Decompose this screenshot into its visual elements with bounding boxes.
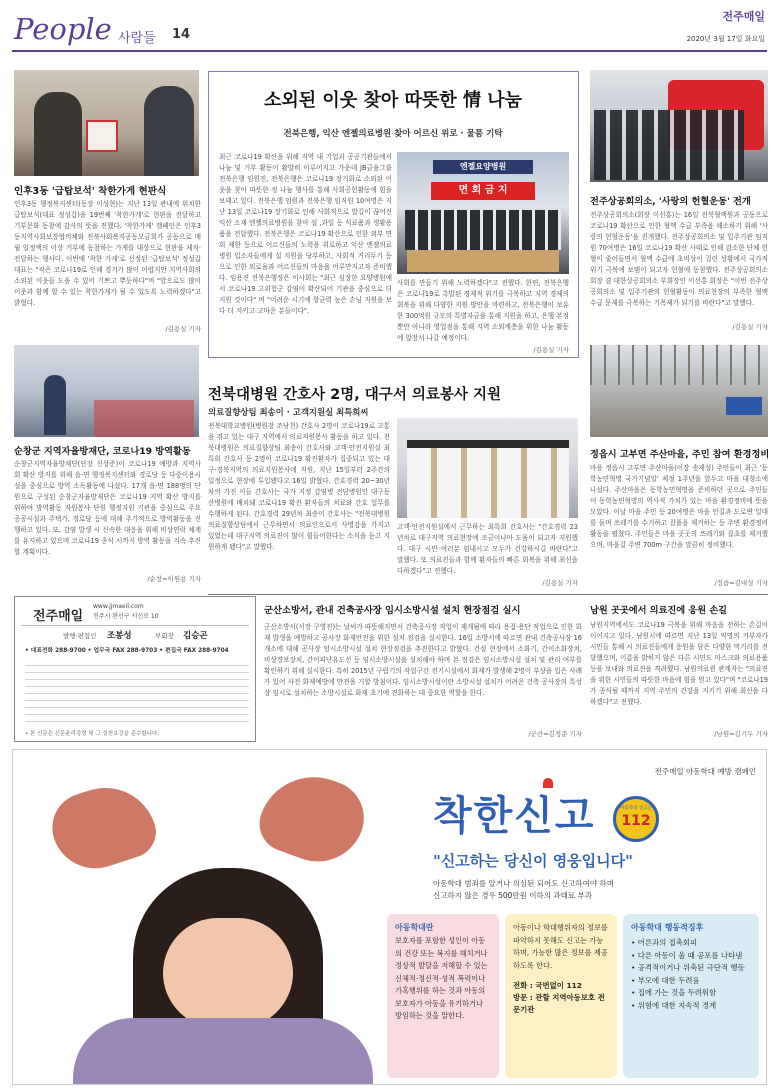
ad-info-box-3	[623, 914, 759, 1078]
photo-nurse-group	[407, 440, 569, 518]
article-a5-title: 전북대병원 간호사 2명, 대구서 의료봉사 지원	[208, 387, 501, 403]
ad-sub1: 아동학대 범죄를 알거나 의심된 되어도 신고하여야 하며	[433, 879, 614, 888]
article-a2-credit: /순창=이원용 기자	[147, 575, 201, 583]
colophon-publisher: 조봉성	[107, 631, 132, 641]
ad-box3-item-3: • 공격적이거나 위축된 극단적 행동	[631, 963, 745, 972]
ad-112-badge	[613, 796, 659, 842]
masthead-rule	[12, 50, 767, 52]
article-a5-body-left: 전북대학교병원(병원장 조남천) 간호사 2명이 코로나19로 고통을 겪고 있는 대구 지역에서 의료지원봉사 활동을 하고 있다. 전북대병원은 의료질향상팀 최송이 간호사와 고객·안전지원실 최특희 간호사 등 2명이 코로나19 확진환자가 집중되고 있는 대구·경북지역의 의료지원봉사에 지원, 지난 15일부터 2주간의 일정으로 현장에 투입됐다고 16일 밝혔다. 간호경력 20~30년차의 가진 이들 간호사는 국가 지정 감염병 전담병원인 대구동산병원에 배치돼 코로나19 확진 환자들의 치료와 간호 업무를 수행하게 된다. 간호경력 29년차 최송이 간호사는 "전북대병원 의료질향상팀에서 근무하면서 의료인으로서 사명감을 가지고 있었는데 대구지역 의료진이 많이 힘들어한다는 소식을 듣고 지원하게 됐다"고 말했다.	[208, 422, 390, 551]
colophon-name: 전주매일	[33, 609, 84, 624]
lead-body-right: 사회를 만들기 위해 노력하겠다"고 전했다. 한편, 전북은행은 코로나19로 촉발된 경제적 위기를 극복하고 지역 경제의 회복을 위해 다양한 지원 방안을 마련하고, 전북은행이 보유한 300억원 규모의 특별자금을 통해 지원을 하고, 은행 본점 뿐만 아니라 영업점을 통해 지역 소외계층을 위한 나눔 활동에 앞장서 나갈 예정이다.	[397, 279, 569, 342]
article-a6-credit: /군산=김정준 기자	[528, 730, 582, 738]
ad-info-box-1	[387, 914, 499, 1078]
ad-badge-caption: 아동학대 신고는	[620, 806, 652, 811]
ad-info-box-2	[505, 914, 617, 1078]
colophon-address: 전주시 완산구 서신로 10	[93, 613, 159, 620]
colophon-publisher-label: 발행·편집인	[63, 632, 97, 640]
photo-staff-group	[405, 210, 561, 250]
lead-article-box	[208, 71, 579, 358]
photo-plaque	[86, 120, 118, 152]
ad-box1-title: 아동학대란	[395, 923, 434, 932]
ad-slogan: "신고하는 당신이 영웅입니다"	[433, 852, 633, 870]
ad-box3-item-1: • 어른과의 접촉회피	[631, 938, 698, 947]
lead-subtitle: 전북은행, 익산 엔젤의료병원 찾아 어르신 위로 · 물품 기탁	[283, 129, 503, 139]
ad-box3-item-6: • 위험에 대한 지속적 경계	[631, 1000, 717, 1010]
section-title-ko: 사람들	[118, 31, 156, 46]
photo-person-left	[34, 92, 82, 176]
ad-box1-body: 보호자를 포함한 성인이 아동의 건강 또는 복지를 해치거나 정상적 발달을 저해할 수 있는 신체적·정신적·성적 폭력이나 가혹행위를 하는 것과 아동의 보호자가 아동을 유기하거나 방임하는 것을 말한다.	[395, 936, 488, 1020]
page-number: 14	[172, 27, 191, 42]
article-a3-credit: /김용실 기자	[732, 323, 768, 331]
ad-sub2: 신고하지 않은 경우 500만원 이하의 과태료 부과	[433, 891, 593, 900]
colophon-footer: • 본 신문은 신문윤리강령 및 그 실천요강을 준수합니다.	[25, 731, 160, 737]
article-a1-body: 인후3동 행정복지센터(동장 이성현)는 지난 13일 관내에 위치한 급탑보석(대표 정성갑)을 19번째 '착한가게'로 현판을 전달하고 기부문화 동참에 감사의 뜻을 전했다. '착한가게' 캠페인은 인후3동지역사회보장협의체와 전북사회복지공동모금회가 공동으로 매월 일정액의 이상 기부에 동참하는 가게를 대상으로 현판을 제작·전달하는 행사다. 이번에 '착한 가게'로 선정된 '급탑보석' 정성갑 대표는 "작은 코로나19로 인해 경기가 많이 어렵지만 지역사회의 소외된 이웃들 도움 수 있어 기쁘고 뿌듯하다"며 "앞으로도 많이 이웃과 함께 할 수 있는 착한가게가 될 수 있도록 노력하겠다"고 밝혔다.	[14, 200, 201, 307]
photo-boxes	[407, 250, 559, 272]
ad-box3-item-2: • 다른 아동이 울 때 공포를 나타냄	[631, 950, 743, 960]
photo-blood-bus	[590, 70, 768, 182]
photo-group	[594, 110, 744, 180]
issue-date: 2020년 3월 17일 화요일	[686, 35, 765, 43]
masthead	[0, 0, 777, 56]
section-divider	[208, 594, 768, 595]
ad-box3-title: 아동학대 행동적징후	[631, 923, 704, 932]
ad-box2-visit: 방문 : 관할 지역아동보호 전문기관	[513, 993, 605, 1014]
article-a2-body: 순창군지역자율방재단(단장 신상준)이 코로나19 예방과 지역사회 확산 방지를 위해 읍·면 행정복지센터와 경로당 등 다중이용시설을 중심으로 방역 소독활동에 나섰다. 17개 읍·면 188명의 단원으로 구성된 순창군자율방재단은 코로나19 지역 확산 방지를 위하여 방역활동 자원봉사 단원 행정지원 기관을 중심으로 주요 공공시설과 주택가, 경로당 등에 대해 주기적으로 방역활동을 진행하고 있다. 또, 감염 발생 시 신속한 대응을 위해 비상연락 체계를 유지하고 있으며 코로나19 종식 시까지 방역 활동을 지속 추진할 계획이다.	[14, 460, 201, 556]
article-a7-credit: /남원=김기두 기자	[714, 730, 768, 738]
article-a4-body: 마을 정읍시 고부면 주산마을(이장 송재성) 주민들이 최근 '동학농민혁명 국가기념일' 제정 1주년을 앞두고 마을 대청소에 나섰다. 주산마을은 동학농민혁명을 준비하던 곳으로 주민들이 동학농민혁명의 역사적 가치가 있는 마을 환경정비에 뜻을 모았다. 이날 마을 주민 등 20여명은 마을 안길과 도로변 일대를 돌며 쓰레기를 수거하고 잡풀을 제거하는 등 주변 환경정비 활동을 펼쳤다. 주민들은 마을 곳곳의 쓰레기와 잡초를 제거했으며, 마을길 주변 700m 구간을 말끔히 정비했다.	[590, 464, 768, 549]
ad-badge-number: 112	[621, 813, 651, 829]
article-a5-body-right: 고객·안전지원실에서 근무하는 최특희 간호사는 "간호경력 23년차로 대구지역 의료현장에 조금이나마 도움이 되고자 지원했다. 대구 시민 여러분 힘내시고 모두가 건강하시길 바란다"고 말했다. 또 의료진들과 함께 환자들의 빠른 회복을 위해 최선을 다하겠다"고 전했다.	[397, 523, 578, 575]
photo-nurses	[397, 418, 578, 518]
colophon-box	[14, 596, 256, 742]
article-a3-body: 전주상공회의소(회장 이선홍)는 16일 전북혈액원과 공동으로 코로나19 확산으로 인한 혈액 수급 부족을 해소하기 위해 '사랑의 헌혈운동'을 전개했다. 전주상공회의소 및 입주기관 임직원 70여명은 16일 코로나19 확산 사태로 인해 감소한 단체 헌혈이 줄어들면서 혈액 수급에 초비상이 걸린 상황에서 국가적 위기 극복에 보탬이 되고자 헌혈에 동참했다. 전주상공회의소 회장 겸 대한상공회의소 부회장인 이선홍 회장은 "이번 전주상공회의소 및 입주기관의 헌혈활동이 의료현장의 부족한 혈액 수급 문제를 극복하는 기폭제가 되기를 바란다"고 말했다.	[590, 211, 768, 307]
colophon-contacts: • 대표전화 288-9700 • 업무국 FAX 288-9703 • 편집국 FAX 288-9704	[25, 648, 229, 654]
article-a2-title: 순창군 지역자율방재단, 코로나19 방역활동	[14, 446, 191, 457]
photo-counter	[94, 400, 194, 437]
ad-hand-right	[252, 761, 375, 874]
article-a3-title: 전주상공회의소, '사랑의 헌혈운동' 전개	[590, 196, 751, 207]
ad-alarm-icon	[543, 778, 553, 788]
photo-hospital-donation	[397, 152, 569, 274]
photo-worker	[44, 375, 66, 435]
ad-sponsor: 전주매일 아동학대 예방 캠페인	[654, 767, 756, 776]
ad-campaign	[12, 749, 767, 1085]
photo-store-plaque	[14, 70, 199, 176]
article-a6-body: 군산소방서(서장 구영진)는 날씨가 따뜻해지면서 건축공사장 작업이 재개됨에 따라 용접·용단 작업으로 인한 화재 발생을 예방하고 공사장 화재안전을 위한 설치 점검을 실시한다. 16일 소방서에 따르면 관내 건축공사장 16개소에 대해 공사장 임시소방시설 설치 현장점검을 추진한다고 밝혔다. 건설 현장에서 소화기, 간이소화장치, 비상경보장치, 간이피난유도선 등 임시소방시설을 설치해야 하며 본 점검은 임시소방시설 설치 및 관리 여부를 확인하기 위해 실시한다. 특히 2015년 구랍기의 작업구간 전기시설에서 화재가 발생해 2명이 부상을 입은 사례가 있어 사전 화재예방에 만전을 기할 방침이다. 임시소방시설이란 소방시설 설치가 어려운 건축 공사장의 특성상 임시로 설치하는 소방시설로 화재 초기에 진화하는 데 중요한 역할을 한다.	[264, 623, 582, 697]
colophon-rule	[21, 625, 249, 626]
ad-box2-body: 아동이나 학대행위자의 정보를 파악하지 못해도 신고는 가능하며, 가능한 많은 정보를 제공하도록 한다.	[513, 923, 608, 970]
colophon-editor: 김승곤	[183, 631, 208, 641]
lead-title: 소외된 이웃 찾아 따뜻한 情 나눔	[264, 90, 522, 111]
ad-title: 착한신고	[433, 793, 596, 839]
article-a1-title: 인후3동 '급탑보석' 착한가게 현판식	[14, 186, 167, 197]
photo-village-cleanup	[590, 345, 768, 437]
article-a6-title: 군산소방서, 관내 건축공사장 임시소방시설 설치 현장점검 실시	[264, 605, 521, 616]
ad-box2-phone: 전화 : 국번없이 112	[513, 981, 582, 990]
article-a4-credit: /정읍=김대성 기자	[714, 579, 768, 587]
section-title-en: People	[14, 12, 112, 46]
colophon-editor-label: 부회장	[155, 632, 174, 640]
lead-credit: /김용실 기자	[533, 346, 569, 354]
ad-child-face	[163, 918, 293, 1028]
ad-box3-item-4: • 부모에 대한 두려움	[631, 975, 700, 985]
photo-trees	[590, 345, 768, 385]
ad-box3-item-5: • 집에 가는 것을 두려워함	[631, 988, 717, 997]
photo-person-right	[144, 86, 194, 176]
ad-child-illustration	[13, 750, 393, 1085]
article-a5-subtitle: 의료질향상팀 최송이 · 고객지원실 최특희씨	[208, 407, 369, 417]
photo-visit-banner: 면 회 금 지	[431, 182, 535, 200]
article-a4-title: 정읍시 고부면 주산마을, 주민 참여 환경정비	[590, 449, 770, 460]
colophon-url: www.jjmaeil.com	[93, 603, 144, 610]
article-a7-title: 남원 곳곳에서 의료진에 응원 손길	[590, 605, 728, 616]
lead-body-left: 최근 코로나19 확산을 위해 지역 내 기업과 공공기관들에서 나눔 및 기부 활동이 활발히 이루어지고 가운데 JB금융그룹 전북은행 임원진, 전북은행은 코로나19 장기화로 소외된 이웃을 찾아 따뜻한 정 나눔 행사를 통해 사회공헌활동에 힘을 보태고 있다. 전북은행 임원과 전북은행 임직원 10여명은 지난 13일 코로나19 장기화로 인해 사회적으로 발길이 끊어진 익산 소재 엔젤의료병원을 찾아 설 ,과일 등 식료품과 생활용품을 전달했다. 전북은행은 코로나19 확산으로 인한 외부 면회 제한 등으로 어르신들의 노력을 위로하고 익산 엔젤의료병원 입소자들에게 설 지원을 당부하고, 사회적 거리두기 등으로 인한 외로움과 어르신들의 마음을 어루만지고자 준비했다. 임용진 전북은행장은 이사회는 "최근 심장한 요양병원에서 코로나19 고위험군 감염이 확산되어 기관을 중심으로 더 지원 것이다" 며 "어려운 시기에 항균력 높은 손님 지원을 보다 더 지키고 고마운 분들이다".	[219, 153, 392, 315]
ad-child-sweater	[73, 1018, 373, 1085]
article-a5-credit: /김용실 기자	[542, 579, 578, 587]
ad-hand-left	[43, 774, 162, 879]
article-a1-credit: /김용실 기자	[165, 325, 201, 333]
photo-hospital-banner: 엔젤요양병원	[433, 160, 533, 174]
photo-disinfection	[14, 345, 199, 437]
colophon-directory	[25, 659, 249, 725]
photo-truck	[726, 397, 762, 415]
article-a7-body: 남원지역에서도 코로나19 극복을 위해 마음을 전하는 손길이 이어지고 있다. 남원시에 따르면 지난 13일 익명의 기부자가 시민들 통해 시 의료진들에게 응원을 담은 다양한 먹거리를 전달했으며, 이름을 밝히지 않은 다른 시민도 마스크와 의료용품 등을 보내와 의료진을 격려했다. 남원의료원 관계자는 "의료진을 위한 시민들의 따뜻한 마음에 힘을 얻고 있다"며 "코로나19가 종식될 때까지 지역 주민의 건강을 지키기 위해 최선을 다하겠다"고 전했다.	[590, 621, 768, 706]
paper-name: 전주매일	[722, 10, 765, 23]
